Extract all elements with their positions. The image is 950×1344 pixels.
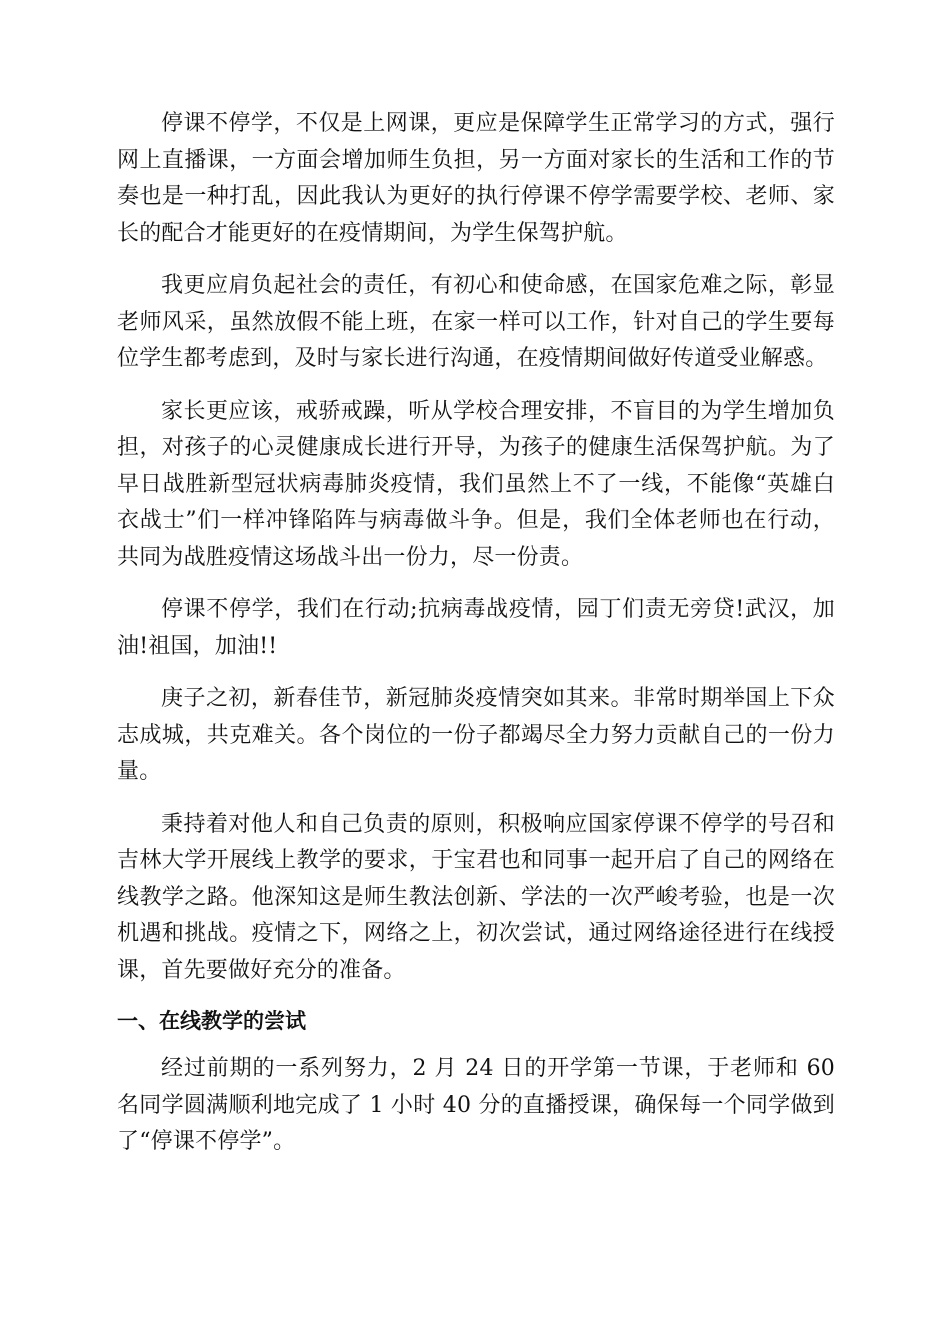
- paragraph-2: 我更应肩负起社会的责任，有初心和使命感，在国家危难之际，彰显老师风采，虽然放假不能上班，在家一样可以工作，针对自己的学生要每位学生都考虑到，及时与家长进行沟通，在疫情期间做好传道受业解惑。: [117, 273, 835, 371]
- paragraph-3: 家长更应该，戒骄戒躁，听从学校合理安排，不盲目的为学生增加负担，对孩子的心灵健康成长进行开导，为孩子的健康生活保驾护航。为了早日战胜新型冠状病毒肺炎疫情，我们虽然上不了一线，不能像“英雄白衣战士”们一样冲锋陷阵与病毒做斗争。但是，我们全体老师也在行动，共同为战胜疫情这场战斗出一份力，尽一份责。: [117, 398, 835, 570]
- section-heading: 一、在线教学的尝试: [117, 1009, 306, 1033]
- paragraph-7: 经过前期的一系列努力，2 月 24 日的开学第一节课，于老师和 60 名同学圆满顺利地完成了 1 小时 40 分的直播授课，确保每一个同学做到了“停课不停学”。: [117, 1056, 835, 1154]
- paragraph-1: 停课不停学，不仅是上网课，更应是保障学生正常学习的方式，强行网上直播课，一方面会增加师生负担，另一方面对家长的生活和工作的节奏也是一种打乱，因此我认为更好的执行停课不停学需要学校、老师、家长的配合才能更好的在疫情期间，为学生保驾护航。: [117, 111, 835, 246]
- paragraph-4: 停课不停学，我们在行动;抗病毒战疫情，园丁们责无旁贷!武汉，加油!祖国，加油!!: [117, 597, 835, 659]
- paragraph-6: 秉持着对他人和自己负责的原则，积极响应国家停课不停学的号召和吉林大学开展线上教学的要求，于宝君也和同事一起开启了自己的网络在线教学之路。他深知这是师生教法创新、学法的一次严峻考验，也是一次机遇和挑战。疫情之下，网络之上，初次尝试，通过网络途径进行在线授课，首先要做好充分的准备。: [117, 811, 835, 983]
- document-page: [117, 106, 835, 1177]
- paragraph-5: 庚子之初，新春佳节，新冠肺炎疫情突如其来。非常时期举国上下众志成城，共克难关。各个岗位的一份子都竭尽全力努力贡献自己的一份力量。: [117, 686, 835, 784]
